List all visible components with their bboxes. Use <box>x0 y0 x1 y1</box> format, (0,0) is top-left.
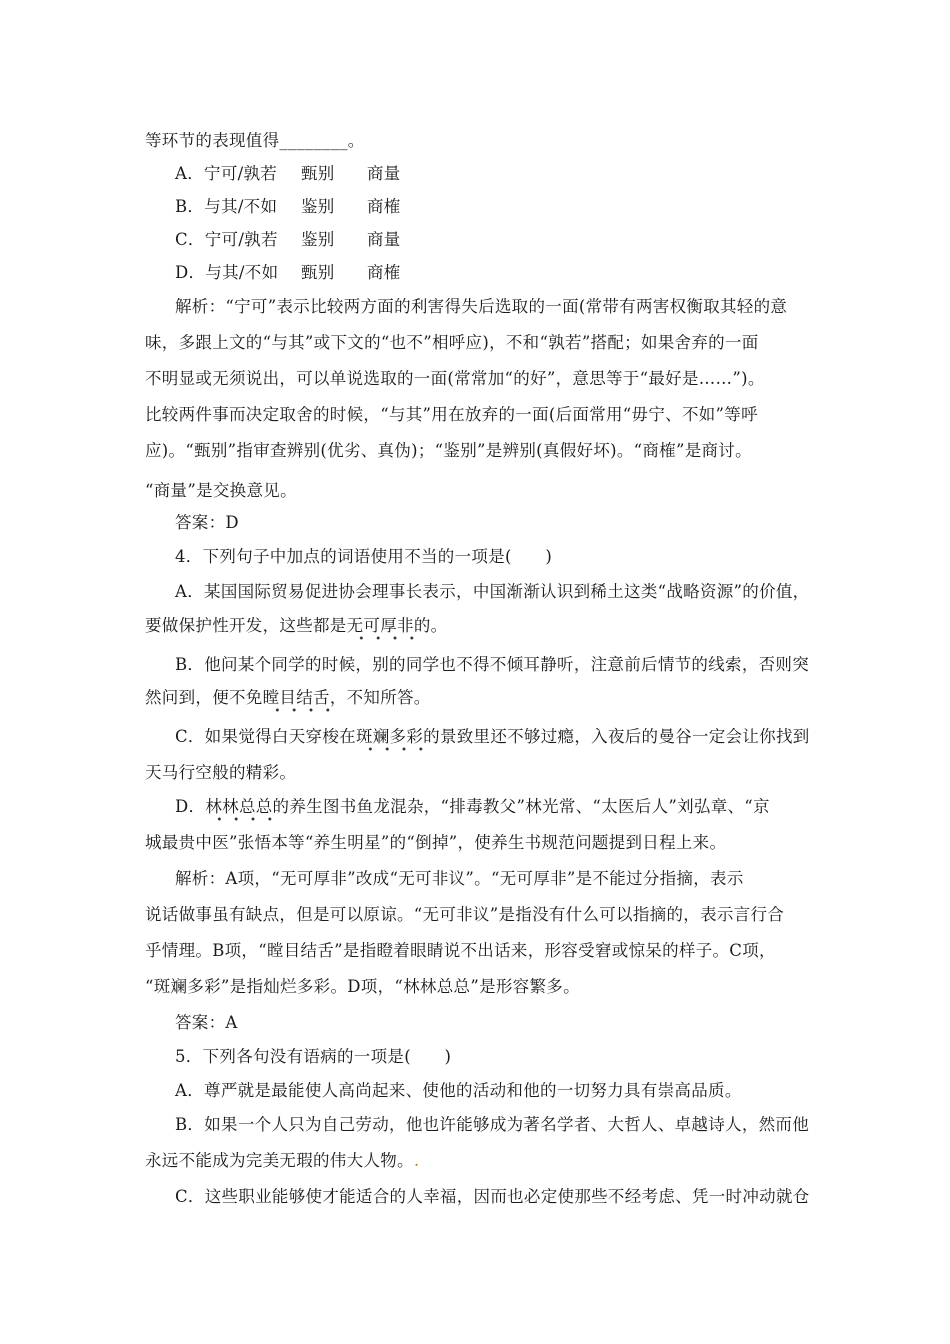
q4-option-a-line2 <box>145 615 815 637</box>
analysis-line: 味，多跟上文的“与其”或下文的“也不”相呼应)，不和“孰若”搭配；如果舍弃的一面 <box>145 333 759 352</box>
dotted-word: 斑斓多彩 <box>356 727 423 752</box>
sentence-text: 然问到，便不免 <box>145 688 263 707</box>
analysis-line: 应)。“甄别”指审查辨别(优劣、真伪)；“鉴别”是辨别(真假好坏)。“商榷”是商讨。 <box>145 441 752 460</box>
option-word: 甄别 <box>301 263 335 282</box>
q4-option-d-line2: 城最贵中医”张悟本等“养生明星”的“倒掉”，使养生书规范问题提到日程上来。 <box>145 833 727 852</box>
option-d <box>175 262 815 284</box>
sentence-text: D． <box>175 797 206 816</box>
analysis-text: “商量 <box>145 481 188 500</box>
option-b <box>175 196 815 218</box>
sentence-text: C．如果觉得白天穿梭在 <box>175 727 356 746</box>
option-word: 商榷 <box>367 197 401 216</box>
sentence-text: 要做保护性开发，这些都是 <box>145 616 347 635</box>
q5-option-b-line2 <box>145 1150 815 1172</box>
option-a <box>175 163 815 185</box>
dotted-word: 无可厚非 <box>347 616 414 641</box>
option-word: 甄别 <box>301 164 335 183</box>
text-line: 等环节的表现值得________。 <box>145 131 365 150</box>
answer: 答案：D <box>175 513 239 532</box>
answer: 答案：A <box>175 1013 238 1032</box>
analysis-line: 解析：A项，“无可厚非”改成“无可非议”。“无可厚非”是不能过分指摘，表示 <box>175 869 744 888</box>
q4-option-a-line1: A．某国国际贸易促进协会理事长表示，中国渐渐认识到稀土这类“战略资源”的价值， <box>175 582 810 601</box>
analysis-line: 比较两件事而决定取舍的时候，“与其”用在放弃的一面(后面常用“毋宁、不如”等呼 <box>145 405 758 424</box>
analysis-line: 说话做事虽有缺点，但是可以原谅。“无可非议”是指没有什么可以指摘的，表示言行合 <box>145 905 785 924</box>
q4-option-c-line1 <box>175 726 815 748</box>
analysis-line <box>145 480 815 502</box>
sentence-text: 的。 <box>413 616 448 635</box>
option-label: D．与其/不如 <box>175 263 279 282</box>
analysis-line: 乎情理。B项，“瞠目结舌”是指瞪着眼睛说不出话来，形容受窘或惊呆的样子。C项， <box>145 941 776 960</box>
option-label: B．与其/不如 <box>175 197 278 216</box>
option-c <box>175 229 815 251</box>
analysis-line: 解析：“宁可”表示比较两方面的利害得失后选取的一面(常带有两害权衡取其轻的意 <box>175 297 788 316</box>
stray-mark: . <box>413 1151 420 1170</box>
analysis-text: ”是交换意见。 <box>187 481 297 500</box>
option-label: A．宁可/孰若 <box>175 164 278 183</box>
option-word: 商量 <box>367 230 401 249</box>
sentence-text: 永远不能成为完美无瑕的伟大人物。 <box>145 1151 414 1170</box>
q4-option-b-line1: B．他问某个同学的时候，别的同学也不得不倾耳静听，注意前后情节的线索，否则突 <box>175 655 810 674</box>
analysis-line: 不明显或无须说出，可以单说选取的一面(常常加“的好”，意思等于“最好是……”)。 <box>145 369 765 388</box>
option-word: 鉴别 <box>301 197 335 216</box>
option-word: 商榷 <box>367 263 401 282</box>
q4-option-b-line2 <box>145 687 815 709</box>
dotted-word: 瞠目结舌 <box>263 688 330 713</box>
q5-option-c-line1: C．这些职业能够使才能适合的人幸福，因而也必定使那些不经考虑、凭一时冲动就仓 <box>175 1187 810 1206</box>
analysis-line: “斑斓多彩”是指灿烂多彩。D项，“林林总总”是形容繁多。 <box>145 977 580 996</box>
q5-option-a: A．尊严就是最能使人高尚起来、使他的活动和他的一切努力具有崇高品质。 <box>175 1081 742 1100</box>
sentence-text: ，不知所答。 <box>329 688 431 707</box>
question-stem: 4．下列句子中加点的词语使用不当的一项是( ) <box>175 547 553 566</box>
q5-option-b-line1: B．如果一个人只为自己劳动，他也许能够成为著名学者、大哲人、卓越诗人，然而他 <box>175 1115 810 1134</box>
q4-option-d-line1 <box>175 796 815 818</box>
option-word: 商量 <box>367 164 401 183</box>
option-label: C．宁可/孰若 <box>175 230 278 249</box>
q4-option-c-line2: 天马行空般的精彩。 <box>145 763 297 782</box>
question-stem: 5．下列各句没有语病的一项是( ) <box>175 1047 452 1066</box>
sentence-text: 的景致里还不够过瘾，入夜后的曼谷一定会让你找到 <box>423 727 810 746</box>
dotted-word: 林林总总 <box>205 797 272 822</box>
sentence-text: 的养生图书鱼龙混杂，“排毒教父”林光常、“太医后人”刘弘章、“京 <box>272 797 770 816</box>
option-word: 鉴别 <box>301 230 335 249</box>
